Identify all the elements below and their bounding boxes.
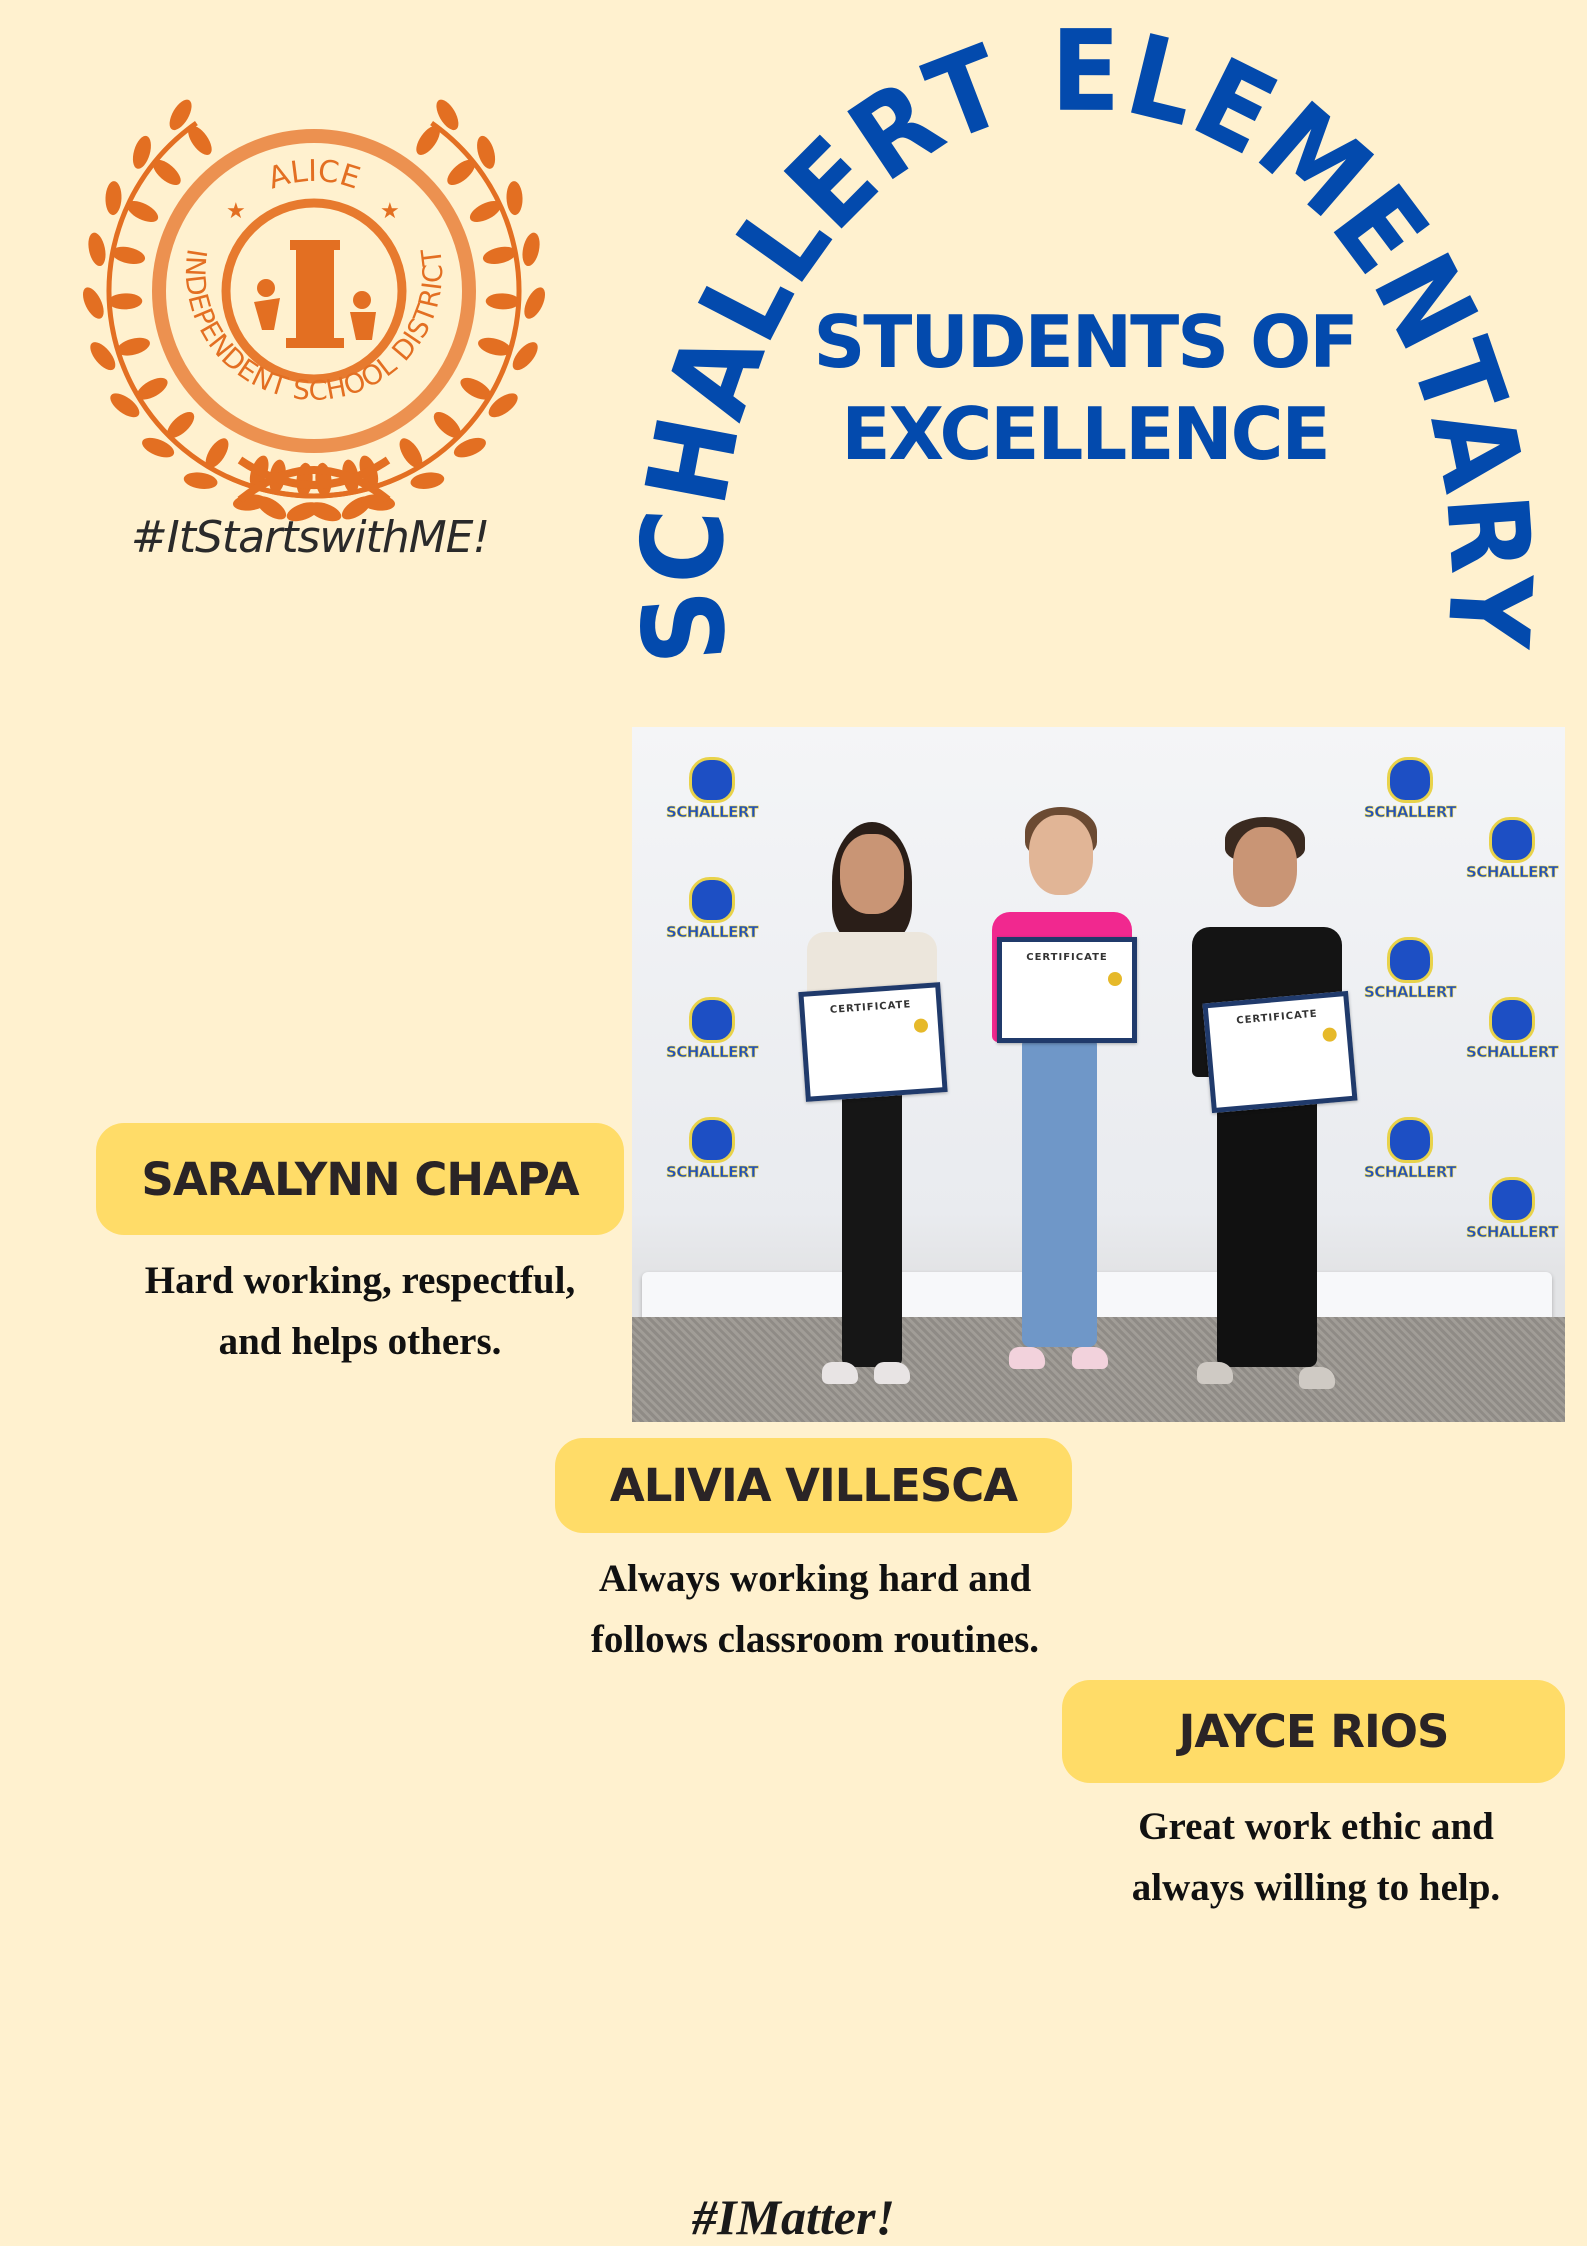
bulldog-mascot-icon [1387,1117,1433,1163]
subtitle-line-1: STUDENTS OF [813,300,1357,384]
carpet [632,1317,1565,1422]
backdrop-logo-text: SCHALLERT [1466,863,1558,881]
student-name-badge [555,1438,1072,1533]
bulldog-mascot-icon [689,997,735,1043]
backdrop-logo [662,757,762,821]
footer-hashtag: #IMatter! [692,2189,895,2245]
logo-alice-text: ALICE [263,153,365,197]
student-description [1016,1796,1587,1918]
description-line: follows classroom routines. [590,1618,1040,1661]
bulldog-mascot-icon [1387,937,1433,983]
bulldog-mascot-icon [689,757,735,803]
description-line: Great work ethic and [1138,1805,1494,1848]
laurel-leaf-icon [486,293,520,310]
laurel-leaf-icon [520,231,543,268]
description-line: always willing to help. [1131,1866,1501,1909]
backdrop-logo-text: SCHALLERT [666,1163,758,1181]
logo-ring-text: INDEPENDENT SCHOOL DISTRICT [178,246,450,407]
student-name-badge [1062,1680,1565,1783]
backdrop-logo-text: SCHALLERT [1466,1043,1558,1061]
backdrop-logo [1360,757,1460,821]
backdrop-logo [662,997,762,1061]
student-description [60,1250,660,1372]
laurel-leaf-icon [86,231,109,268]
subtitle-line-2: EXCELLENCE [841,392,1329,476]
laurel-leaf-icon [108,293,142,310]
star-icon: ★ [380,199,400,224]
certificate: CERTIFICATE [997,937,1137,1043]
student-name: JAYCE RIOS [1178,1705,1449,1758]
laurel-leaf-icon [79,284,108,322]
student-name-badge [96,1123,624,1235]
student-name: ALIVIA VILLESCA [609,1459,1018,1512]
laurel-leaf-icon [409,470,445,491]
laurel-leaf-icon [520,284,549,322]
laurel-leaf-icon [183,470,219,491]
backdrop-logo [1462,997,1562,1061]
description-line: Always working hard and [598,1557,1032,1600]
district-logo [40,40,580,540]
bulldog-mascot-icon [1489,817,1535,863]
certificate: CERTIFICATE [798,982,947,1102]
laurel-leaf-icon [105,181,122,216]
bulldog-mascot-icon [1387,757,1433,803]
school-name-title: SCHALLERT ELEMENTARY [616,6,1556,669]
description-line: Hard working, respectful, [144,1259,576,1302]
backdrop-logo-text: SCHALLERT [1364,983,1456,1001]
backdrop-logo [662,1117,762,1181]
bulldog-mascot-icon [689,877,735,923]
backdrop-logo-text: SCHALLERT [666,923,758,941]
bulldog-mascot-icon [1489,1177,1535,1223]
backdrop-logo-text: SCHALLERT [1364,803,1456,821]
backdrop-logo-text: SCHALLERT [1466,1223,1558,1241]
laurel-leaf-icon [506,181,523,216]
backdrop-logo [1360,937,1460,1001]
backdrop-logo [1462,817,1562,881]
bulldog-mascot-icon [689,1117,735,1163]
backdrop-logo-text: SCHALLERT [1364,1163,1456,1181]
backdrop-logo-text: SCHALLERT [666,803,758,821]
backdrop-logo-text: SCHALLERT [666,1043,758,1061]
student-description [515,1548,1115,1670]
backdrop-logo [662,877,762,941]
certificate: CERTIFICATE [1202,991,1357,1113]
star-icon: ★ [226,199,246,224]
backdrop-logo [1462,1177,1562,1241]
column-icon [286,240,344,348]
students-photo [632,727,1565,1422]
description-line: and helps others. [218,1320,502,1363]
bulldog-mascot-icon [1489,997,1535,1043]
backdrop-logo [1360,1117,1460,1181]
hashtag-it-starts-with-me: #ItStartswithME! [130,512,490,563]
student-name: SARALYNN CHAPA [141,1152,579,1206]
